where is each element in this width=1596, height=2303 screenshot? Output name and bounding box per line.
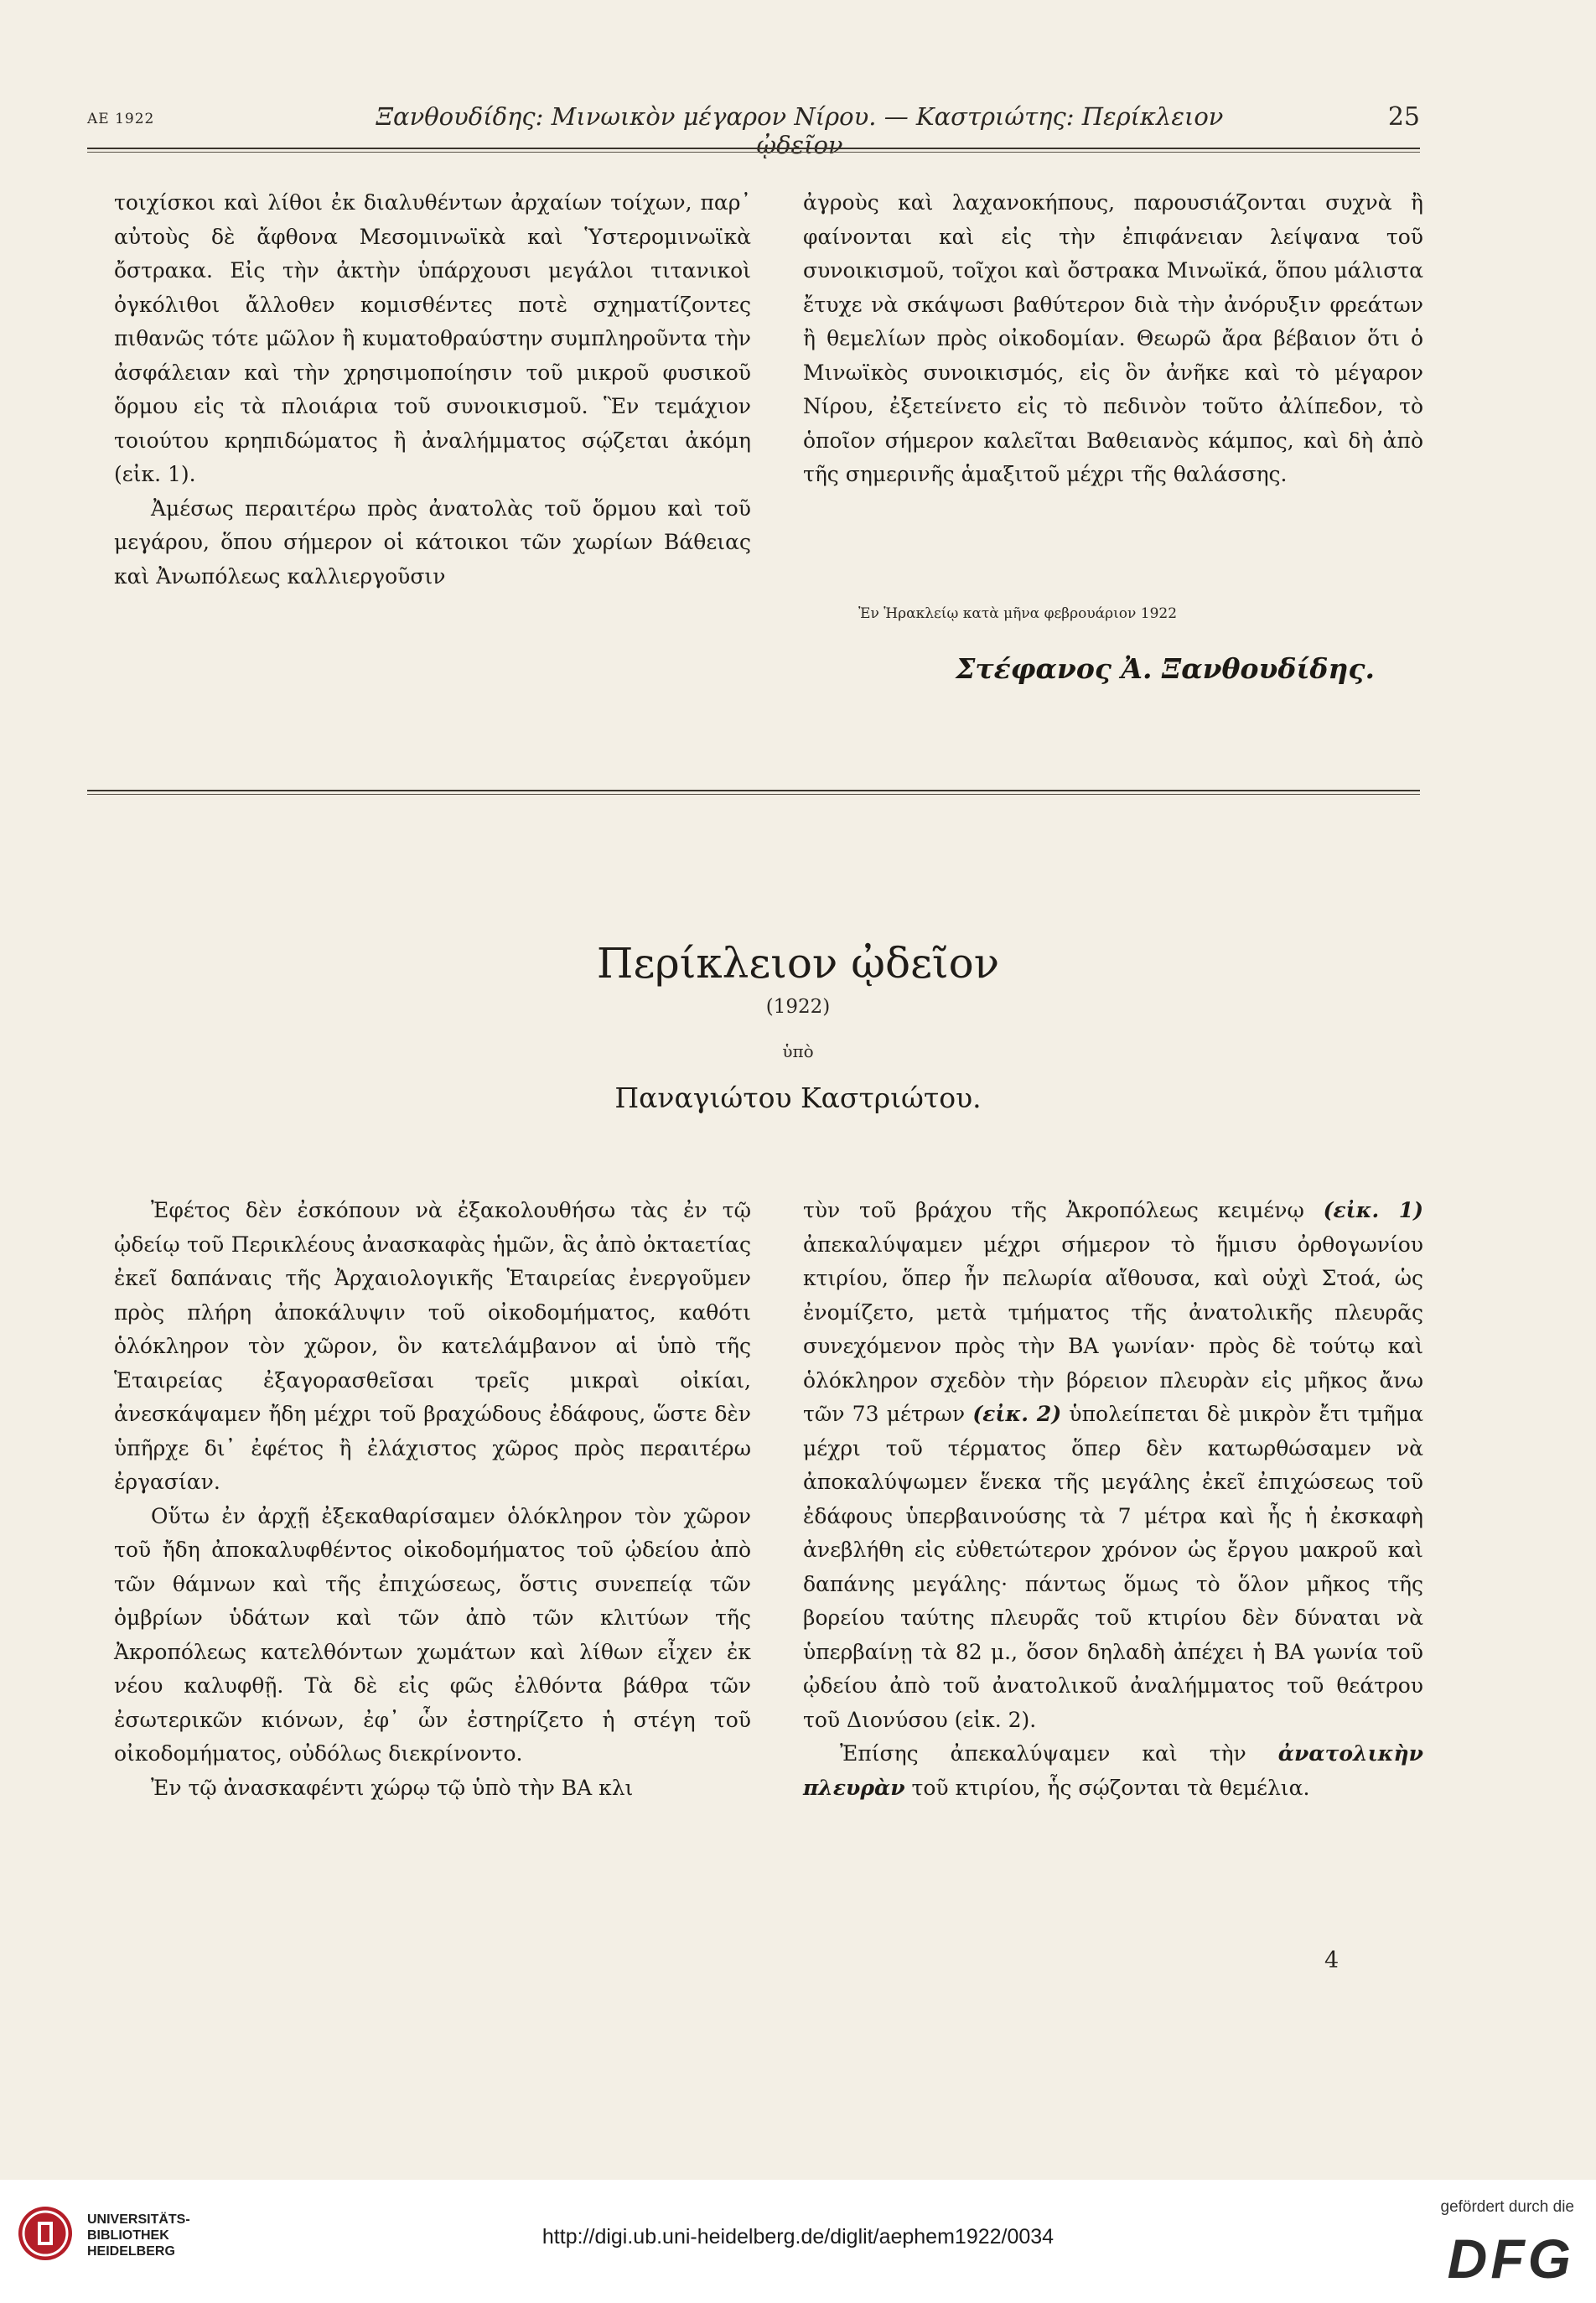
figure-reference: (εἰκ. 2) [972,1402,1062,1426]
paragraph: Ἐν τῷ ἀνασκαφέντι χώρῳ τῷ ὑπὸ τὴν ΒΑ κλι [151,1775,634,1800]
article-year: (1922) [765,996,831,1018]
library-name-line: UNIVERSITÄTS- [87,2212,190,2227]
journal-abbrev: ΑΕ 1922 [87,111,155,127]
article-title: Περίκλειον ᾠδεῖον [596,939,1000,988]
source-url-link[interactable]: http://digi.ub.uni-heidelberg.de/diglit/aephem1922/0034 [542,2225,1054,2249]
article1-left-column [114,186,751,594]
article2-right-column [803,1194,1423,1805]
digitization-footer [0,2180,1596,2303]
emphasis: ἀνατολικὴν πλευρὰν [803,1741,1423,1800]
article2-left-column [114,1194,751,1805]
paragraph: τοιχίσκοι καὶ λίθοι ἐκ διαλυθέντων ἀρχαίων τοίχων, παρ᾿ αὐτοὺς δὲ ἄφθονα Μεσομινωϊκὰ καὶ Ὑστερομινωϊκὰ ὄστρακα. Εἰς τὴν ἀκτὴν ὑπάρχουσι μεγάλοι τιτανικοὶ ὀγκόλιθοι ἄλλοθεν κομισθέντες ποτὲ σχηματίζοντες πιθανῶς τότε μῶλον ἢ κυματοθραύστην συμπληροῦντα τὴν ἀσφάλειαν καὶ τὴν χρησιμοποίησιν τοῦ μικροῦ φυσικοῦ ὅρμου εἰς τὰ πλοιάρια τοῦ συνοικισμοῦ. Ἓν τεμάχιον τοιούτου κρηπιδώματος ἢ ἀναλήμματος σῴζεται ἀκόμη (εἰκ. 1). [114,190,751,486]
library-name-line: BIBLIOTHEK [87,2228,169,2243]
article1-right-column [803,186,1423,492]
text-run: ἀπεκαλύψαμεν μέχρι σήμερον τὸ ἥμισυ ὀρθογωνίου κτιρίου, ὅπερ ἦν πελωρία αἴθουσα, καὶ οὐχὶ Στοά, ὡς ἐνομίζετο, μετὰ τμήματος τῆς ἀνατολικῆς πλευρᾶς συνεχόμενον πρὸς τὴν ΒΑ γωνίαν· πρὸς δὲ τούτῳ καὶ ὁλόκληρον σχεδὸν τὴν βόρειον πλευρὰν εἰς μῆκος ἄνω τῶν 73 μέτρων [803,1232,1423,1426]
article-author: Παναγιώτου Καστριώτου. [614,1081,982,1114]
text-run: τὺν τοῦ βράχου τῆς Ἀκροπόλεως κειμένῳ [803,1198,1324,1222]
paragraph [803,1737,1423,1805]
article-by: ὑπὸ [782,1041,814,1061]
author-signature: Στέφανος Ἀ. Ξανθουδίδης. [956,652,1375,685]
funded-by-label: gefördert durch die [1440,2198,1574,2216]
text-run: τοῦ κτιρίου, ἧς σῴζονται τὰ θεμέλια. [904,1775,1310,1800]
section-divider [87,790,1420,791]
header-rule-thin [87,152,1420,153]
text-run: ὑπολείπεται δὲ μικρὸν ἔτι τμῆμα μέχρι τοῦ τέρματος ὅπερ δὲν κατωρθώσαμεν νὰ ἀποκαλύψωμεν ἕνεκα τῆς μεγάλης ἐκεῖ ἐπιχώσεως τοῦ ἐδάφους ὑπερβαινούσης τὰ 7 μέτρα καὶ ἧς ἡ ἐκσκαφὴ ἀνεβλήθη εἰς εὐθετώτερον χρόνον ὡς ἔργου μακροῦ καὶ δαπάνης μεγάλης· πάντως ὅμως τὸ ὅλον μῆκος τῆς βορείου ταύτης πλευρᾶς τοῦ κτιρίου δὲν δύναται νὰ ὑπερβαίνῃ τὰ 82 μ., ὅσον δηλαδὴ ἀπέχει ἡ ΒΑ γωνία τοῦ ᾠδείου ἀπὸ τοῦ ἀνατολικοῦ ἀναλήμματος τοῦ θεάτρου τοῦ Διονύσου (εἰκ. 2). [803,1402,1423,1732]
section-divider-thin [87,794,1420,795]
dfg-logo: DFG [1447,2228,1574,2290]
text-run: Ἐπίσης ἀπεκαλύψαμεν καὶ τὴν [840,1741,1278,1766]
page-number: 25 [1387,102,1420,132]
figure-reference: (εἰκ. 1) [1323,1198,1423,1222]
signature-mark: 4 [1324,1948,1340,1974]
header-rule [87,148,1420,149]
paragraph: ἀγροὺς καὶ λαχανοκήπους, παρουσιάζονται συχνὰ ἢ φαίνονται καὶ εἰς τὴν ἐπιφάνειαν λείψανα τοῦ συνοικισμοῦ, τοῖχοι καὶ ὄστρακα Μινωϊκά, ὅπου μάλιστα ἔτυχε νὰ σκάψωσι βαθύτερον διὰ τὴν ἀνόρυξιν φρεάτων ἢ θεμελίων πρὸς οἰκοδομίαν. Θεωρῶ ἄρα βέβαιον ὅτι ὁ Μινωϊκὸς συνοικισμός, εἰς ὃν ἀνῆκε καὶ τὸ μέγαρον Νίρου, ἐξετείνετο εἰς τὸ πεδινὸν τοῦτο ἀλίπεδον, τὸ ὁποῖον σήμερον καλεῖται Βαθειανὸς κάμπος, καὶ δὴ ἀπὸ τῆς σημερινῆς ἁμαξιτοῦ μέχρι τῆς θαλάσσης. [803,190,1423,486]
paragraph [803,1194,1423,1737]
running-title: Ξανθουδίδης: Μινωικὸν μέγαρον Νίρου. — Καστριώτης: Περίκλειον ᾠδεῖον [376,102,1224,159]
paragraph: Ἐφέτος δὲν ἐσκόπουν νὰ ἐξακολουθήσω τὰς ἐν τῷ ᾠδείῳ τοῦ Περικλέους ἀνασκαφὰς ἡμῶν, ἃς ἀπὸ ὀκταετίας ἐκεῖ δαπάναις τῆς Ἀρχαιολογικῆς Ἑταιρείας ἐνεργοῦμεν πρὸς πλήρη ἀποκάλυψιν τοῦ οἰκοδομήματος, καθότι ὁλόκληρον τὸν χῶρον, ὃν κατελάμβανον αἱ ὑπὸ τῆς Ἑταιρείας ἐξαγορασθεῖσαι τρεῖς μικραὶ οἰκίαι, ἀνεσκάψαμεν ἤδη μέχρι τοῦ βραχώδους ἐδάφους, ὥστε δὲν ὑπῆρχε δι᾿ ἐφέτος ἢ ἐλάχιστος χῶρος πρὸς περαιτέρω ἐργασίαν. [114,1198,751,1494]
place-date: Ἐν Ἡρακλείῳ κατὰ μῆνα φεβρουάριον 1922 [858,605,1178,622]
paragraph: Οὕτω ἐν ἀρχῇ ἐξεκαθαρίσαμεν ὁλόκληρον τὸν χῶρον τοῦ ἤδη ἀποκαλυφθέντος οἰκοδομήματος τοῦ ᾠδείου ἀπὸ τῶν θάμνων καὶ τῆς ἐπιχώσεως, ὅστις συνεπείᾳ τῶν ὀμβρίων ὑδάτων καὶ τῶν ἀπὸ τῶν κλιτύων τῆς Ἀκροπόλεως κατελθόντων χωμάτων καὶ λίθων εἶχεν ἐκ νέου καλυφθῇ. Τὰ δὲ εἰς φῶς ἐλθόντα βάθρα τῶν ἐσωτερικῶν κιόνων, ἐφ᾿ ὧν ἐστηρίζετο ἡ στέγη τοῦ οἰκοδομήματος, οὐδόλως διεκρίνοντο. [114,1503,751,1766]
paragraph: Ἀμέσως περαιτέρω πρὸς ἀνατολὰς τοῦ ὅρμου καὶ τοῦ μεγάρου, ὅπου σήμερον οἱ κάτοικοι τῶν χωρίων Βάθειας καὶ Ἀνωπόλεως καλλιεργοῦσιν [114,495,751,589]
running-head [87,99,1420,159]
library-name-line: HEIDELBERG [87,2244,175,2259]
